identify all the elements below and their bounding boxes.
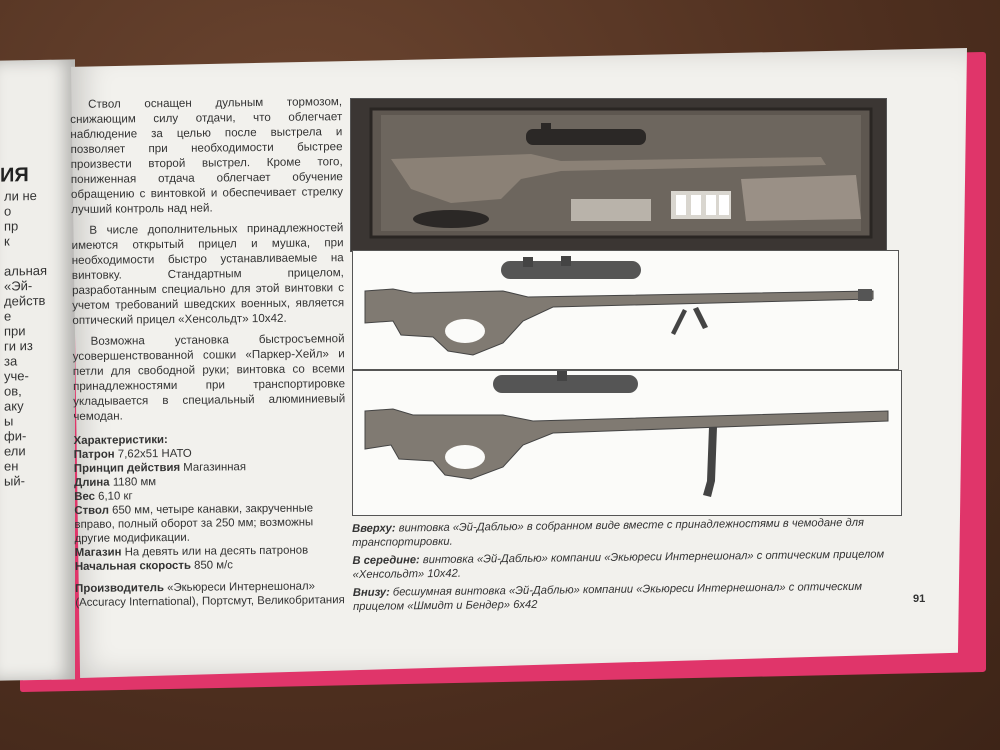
specs-title: Характеристики: (73, 433, 168, 447)
spec-row: Ствол 650 мм, четыре канавки, закрученные вправо, полный оборот за 250 мм; возможны другие модификации. (74, 502, 314, 545)
manufacturer: Производитель «Экьюреси Интернешонал» (Accuracy International), Портсмут, Великобритания (75, 580, 345, 609)
body-paragraph: Ствол оснащен дульным тормозом, снижающим силу отдачи, что облегчает наблюдение за целью после выстрела и позволяет при необходимости быстрее произвести второй выстрел. Кроме того, пониженная отдача облегчает обучение обращению с винтовкой и обеспечивает стрелку лучший контроль над ней. (70, 95, 344, 216)
body-paragraph: В числе дополнительных принадлежностей имеются открытый прицел и мушка, при необходимости быстро устанавливаемые на винтовку. Стандартным прицелом, разработанным специально для этой винтовки с учетом требований шведских военных, является оптический прицел «Хенсольдт» 10x42. (71, 221, 345, 327)
article-text-column (70, 94, 347, 610)
left-page-fragment: «Эй- (4, 278, 33, 294)
left-page-fragment: ый- (4, 473, 25, 489)
page-number: 91 (913, 593, 926, 605)
left-page-fragment: ги из (4, 338, 33, 354)
photo-rifle-schmidt-bender (352, 370, 902, 516)
spec-row: Магазин На девять или на десять патронов (74, 544, 309, 559)
spec-row: Принцип действия Магазинная (73, 461, 247, 475)
photo-rifle-hensoldt (352, 250, 899, 370)
left-page-fragment: фи- (4, 428, 27, 444)
left-page (0, 59, 75, 680)
left-page-fragment: пр (4, 218, 19, 234)
left-page-fragment: аку (4, 398, 24, 414)
spec-row: Вес 6,10 кг (74, 490, 133, 503)
spec-row: Патрон 7,62x51 НАТО (73, 447, 192, 461)
left-page-fragment: альная (4, 262, 48, 279)
caption-bottom: Внизу: бесшумная винтовка «Эй-Даблью» компании «Экьюреси Интернешонал» с оптическим прицелом «Шмидт и Бендер» 6x42 (352, 580, 863, 613)
left-page-fragment: е (4, 308, 12, 324)
caption-top: Вверху: винтовка «Эй-Даблью» в собранном виде вместе с принадлежностями в чемодане для транспортировки. (352, 516, 865, 549)
left-page-fragment: за (4, 353, 18, 369)
left-page-fragment: о (4, 203, 12, 219)
left-page-fragment: при (4, 323, 26, 339)
left-page-fragment: действ (4, 292, 46, 309)
photo-captions (352, 515, 893, 618)
left-page-fragment: ен (4, 458, 19, 474)
left-page-fragment: ели (4, 443, 26, 459)
spec-row: Начальная скорость 850 м/с (74, 559, 234, 573)
spec-row: Длина 1180 мм (73, 476, 157, 489)
left-page-fragment: ы (4, 413, 14, 429)
left-page-heading: ИЯ (0, 164, 29, 187)
left-page-fragment: ов, (4, 383, 22, 399)
body-paragraph: Возможна установка быстросъемной усовершенствованной сошки «Паркер-Хейл» и петли для свободной руки; винтовка со всеми принадлежностями при транспортировке укладывается в специальный алюминиевый чемодан. (72, 332, 346, 423)
left-page-fragment: к (4, 233, 10, 249)
caption-middle: В середине: винтовка «Эй-Даблью» компании «Экьюреси Интернешонал» с оптическим прицелом «Хенсольдт» 10x42. (352, 548, 885, 581)
photo-rifle-in-case (350, 98, 887, 252)
left-page-fragment: уче- (4, 368, 29, 384)
left-page-fragment: ли не (4, 188, 37, 204)
specifications (74, 431, 348, 610)
